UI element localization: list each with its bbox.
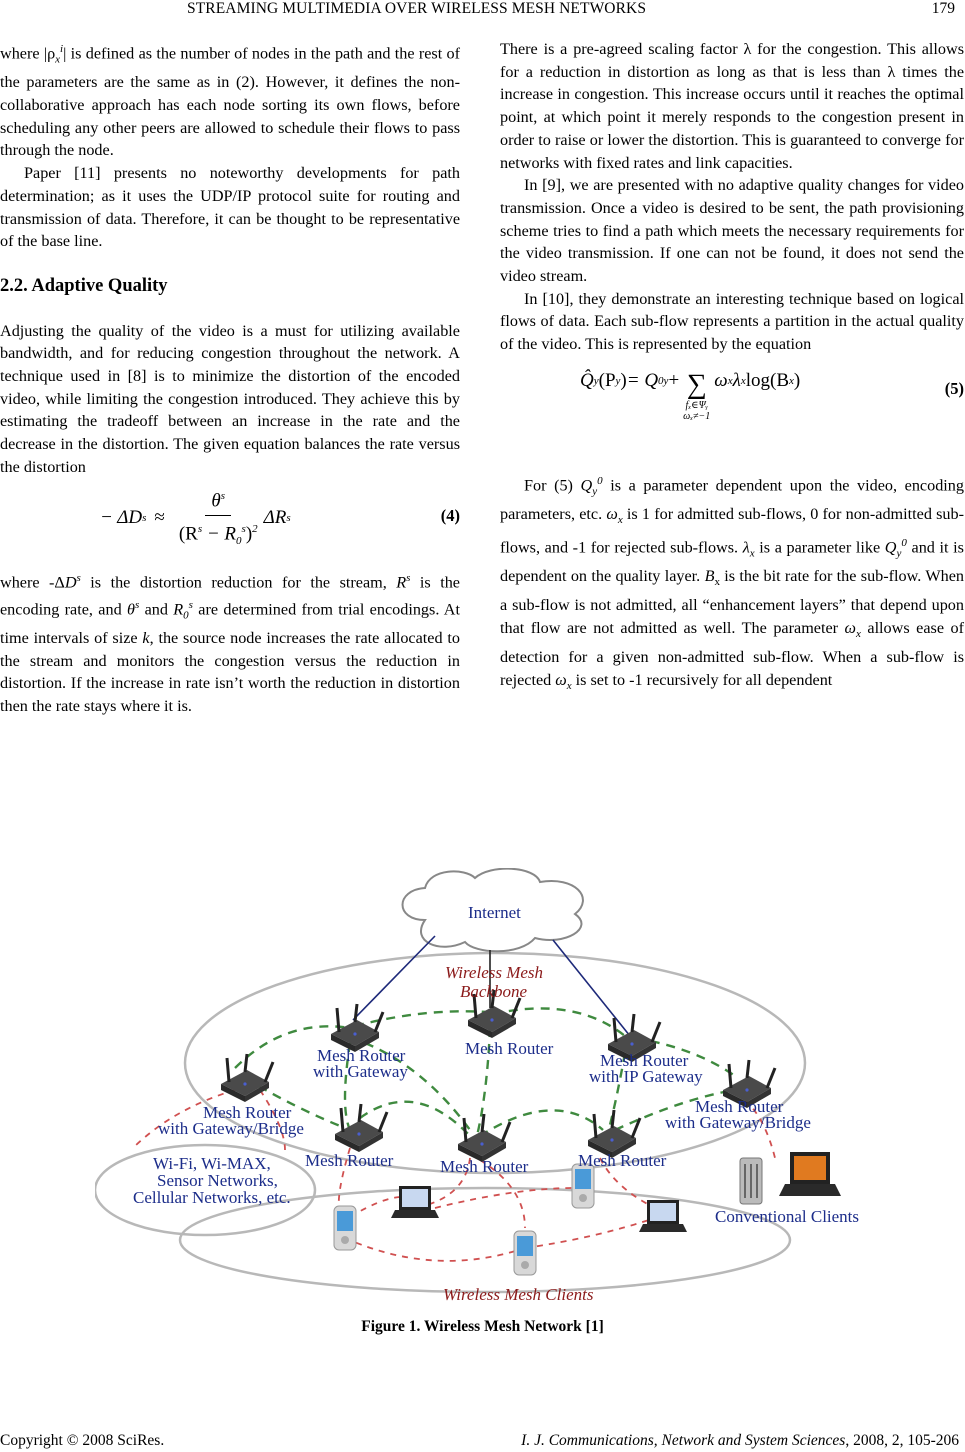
section-heading: 2.2. Adaptive Quality — [0, 275, 168, 296]
paragraph: Adjusting the quality of the video is a must for utilizing available bandwidth, and for reducing congestion throughout the network. A technique used in [8] is to minimize the distortion of the encoded video, while limiting the congestion introduced. They achieve this by estimating the tradeoff between an increase in the rate and the decrease in the distortion. The given equation balances the rate versus the distortion — [0, 321, 460, 476]
phone-icon — [572, 1164, 594, 1208]
right-column — [500, 38, 964, 698]
router-icon — [221, 1054, 273, 1102]
label-other-networks: Sensor Networks, — [157, 1171, 278, 1190]
router-icon — [335, 1104, 387, 1152]
paragraph: Paper [11] presents no noteworthy developments for path determination; as it uses the UDP/IP protocol suite for routing and transmission of data. Therefore, it can be thought to be representative of the base line. — [0, 164, 460, 251]
left-column — [0, 38, 460, 718]
figure-wireless-mesh-network — [95, 868, 885, 1308]
label-router: Mesh Router — [465, 1039, 554, 1058]
router-icon — [458, 1114, 510, 1162]
pda-icon — [514, 1231, 536, 1275]
label-router: Mesh Router — [305, 1151, 394, 1170]
label-router: with Gateway/Bridge — [158, 1119, 304, 1138]
label-router: with Gateway — [313, 1062, 408, 1081]
label-router: with IP Gateway — [589, 1067, 703, 1086]
label-other-networks: Wi-Fi, Wi-MAX, — [153, 1154, 271, 1173]
label-router: Mesh Router — [578, 1151, 667, 1170]
laptop-icon — [779, 1152, 841, 1196]
label-conventional-clients: Conventional Clients — [715, 1207, 860, 1226]
label-router: Mesh Router — [317, 1046, 406, 1065]
equation-number: (4) — [440, 505, 460, 525]
paragraph: For (5) $Q_y^0$ is a parameter dependent upon the video, encoding parameters, etc. $\omega_x$ is 1 for admitted sub-flows, 0 for non-admitted sub-flows, and -1 for rejected sub-flows. $\lambda_x$ is a parameter like $Q_y^0$ and it is dependent on the quality layer. $B_x$ is the bit rate for the sub-flow. When a sub-flow is not admitted, all “enhancement layers” that depend upon that flow are not admitted as well. The parameter $\omega_x$ allows ease of detection for a given non-admitted sub-flow. When a sub-flow is rejected $\omega_x$ is set to -1 recursively for all dependent — [500, 474, 964, 692]
label-router: Mesh Router — [695, 1097, 784, 1116]
label-mesh-clients: Wireless Mesh Clients — [443, 1285, 594, 1304]
journal-citation: I. J. Communications, Network and System Sciences, 2008, 2, 105-206 — [521, 1432, 959, 1449]
running-title: STREAMING MULTIMEDIA OVER WIRELESS MESH NETWORKS — [187, 0, 647, 17]
page-header — [0, 0, 965, 24]
label-backbone: Wireless Mesh — [445, 963, 544, 982]
copyright: Copyright © 2008 SciRes. — [0, 1432, 165, 1449]
page-number: 179 — [931, 0, 955, 17]
laptop-icon — [639, 1200, 687, 1232]
equation-4: − ΔD s ≈ $\frac{\theta^s}{(R^s - R_0^s)^2}$ ΔR s (4) — [0, 479, 460, 567]
paragraph: where $-\Delta D^s$ is the distortion reduction for the stream, $R^s$ is the encoding rate, and $\theta^s$ and $R_0^s$ are determined from trial encodings. At time intervals of size k, the source node increases the rate allocated to the stream and monitors the congestion versus the reduction in distortion. If the increase in rate isn’t worth the reduction in distortion then the rate stays where it is. — [0, 571, 460, 716]
label-router: Mesh Router — [440, 1157, 529, 1176]
equation-5: Q̂ y (P y ) = Q 0 y + ∑ fₓ∈Ψᵧ ωₓ≠−1 ω x λ x log(B x ) (5) — [580, 368, 964, 422]
label-router: Mesh Router — [600, 1051, 689, 1070]
label-backbone: Backbone — [460, 982, 528, 1001]
label-internet: Internet — [468, 903, 521, 922]
router-icon — [331, 1004, 383, 1052]
figure-caption: Figure 1. Wireless Mesh Network [1] — [361, 1318, 604, 1335]
label-other-networks: Cellular Networks, etc. — [133, 1188, 291, 1207]
pda-icon — [334, 1206, 356, 1250]
paragraph: In [9], we are presented with no adaptive quality changes for video transmission. Once a video is desired to be sent, the path provisioning scheme tries to find a path which meets the necessary requirements for the video transmission. If one can not be found, it does not send the video stream. — [500, 176, 964, 286]
server-icon — [740, 1158, 762, 1204]
label-router: Mesh Router — [203, 1103, 292, 1122]
paragraph: In [10], they demonstrate an interesting technique based on logical flows of data. Each sub-flow represents a partition in the actual quality of the video. This is represented by the equation — [500, 289, 964, 354]
paragraph: where $|\rho_x^i|$ is defined as the number of nodes in the path and the rest of the parameters are the same as in (2). However, it defines the non-collaborative approach has each node sorting its own flows, before scheduling any other peers are allowed to schedule their flows to pass through the node. — [0, 43, 460, 160]
paragraph: There is a pre-agreed scaling factor λ for the congestion. This allows for a reduction in distortion as long as that is less than λ times the increase in congestion. This increase occurs until it reaches the optimal point, at which point it merely responds to the congestion present in order to raise or lower the distortion. This is guaranteed to converge for networks with fixed rates and link capacities. — [500, 40, 964, 172]
label-router: with Gateway/Bridge — [665, 1113, 811, 1132]
equation-number: (5) — [944, 378, 964, 398]
